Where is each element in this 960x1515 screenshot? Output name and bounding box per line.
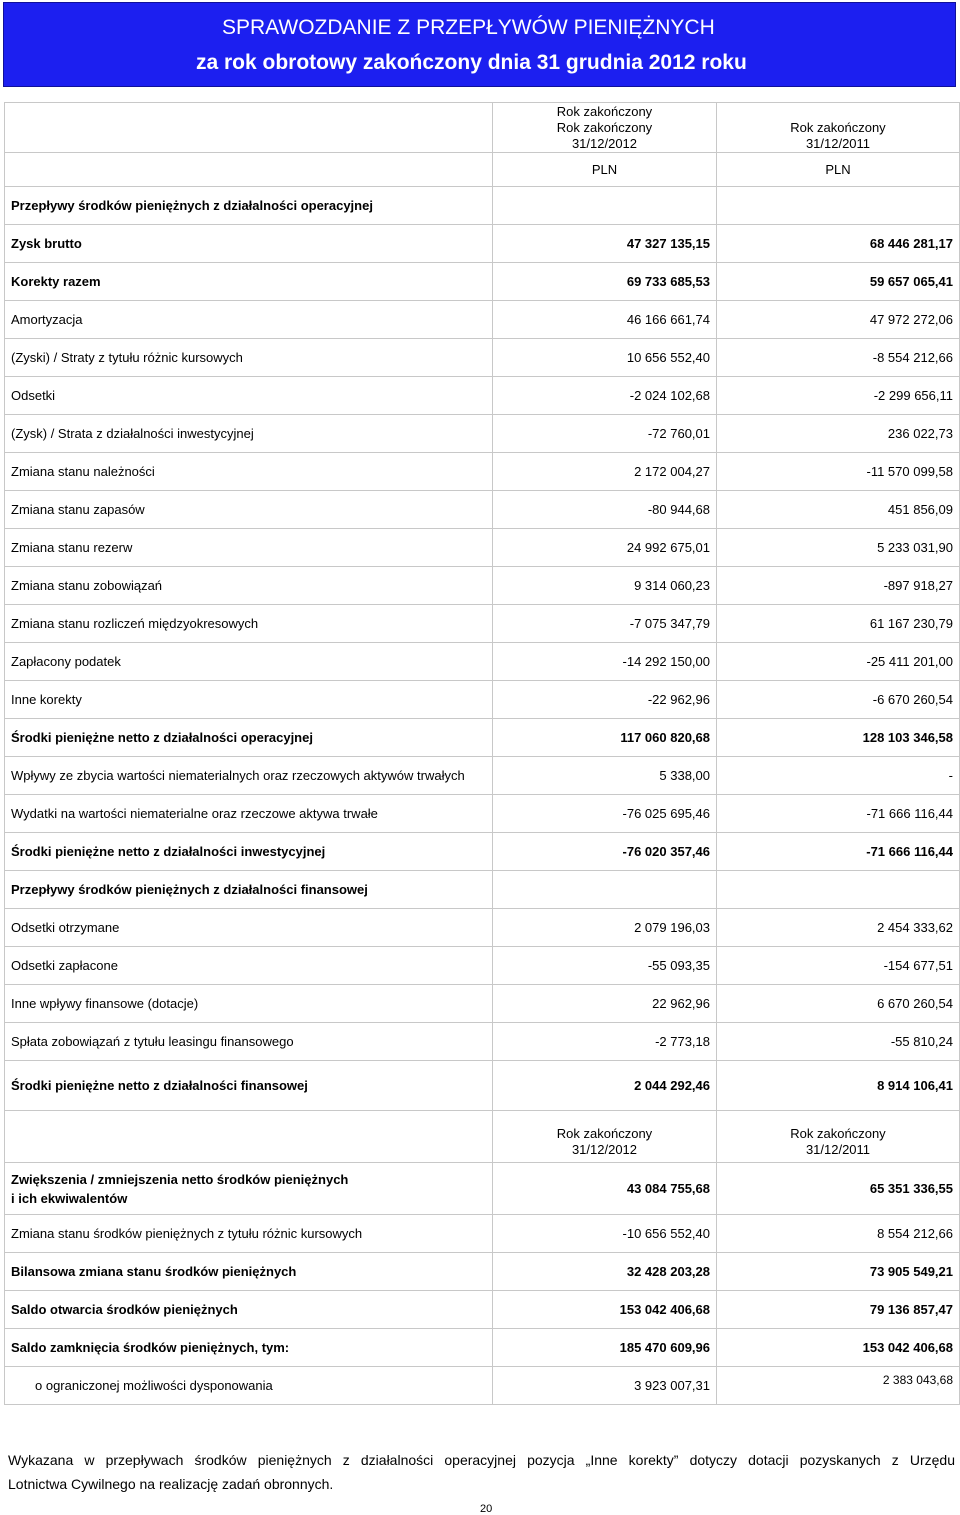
value-2012: 43 084 755,68 <box>493 1163 717 1215</box>
value-2012: 117 060 820,68 <box>493 719 717 757</box>
table-row <box>5 1329 960 1367</box>
value-2011: 451 856,09 <box>717 491 960 529</box>
row-label: Wydatki na wartości niematerialne oraz rzeczowe aktywa trwałe <box>5 795 493 833</box>
value-2012: 47 327 135,15 <box>493 225 717 263</box>
table-row <box>5 567 960 605</box>
row-label: Odsetki <box>5 377 493 415</box>
currency-2011: PLN <box>717 153 960 187</box>
value-2011: -8 554 212,66 <box>717 339 960 377</box>
value-2011: -11 570 099,58 <box>717 453 960 491</box>
table-row <box>5 947 960 985</box>
row-label: Amortyzacja <box>5 301 493 339</box>
table-row <box>5 1023 960 1061</box>
row-label: Odsetki otrzymane <box>5 909 493 947</box>
row-label: Zysk brutto <box>5 225 493 263</box>
title-banner <box>3 2 956 87</box>
table-row <box>5 415 960 453</box>
value-2012: -10 656 552,40 <box>493 1215 717 1253</box>
table-row <box>5 225 960 263</box>
table-row <box>5 1061 960 1111</box>
row-label: Zmiana stanu należności <box>5 453 493 491</box>
value-2011: -71 666 116,44 <box>717 795 960 833</box>
section-operating-label: Przepływy środków pieniężnych z działalności operacyjnej <box>5 187 493 225</box>
row-label: Saldo zamknięcia środków pieniężnych, tym: <box>5 1329 493 1367</box>
row-label: o ograniczonej możliwości dysponowania <box>5 1367 493 1405</box>
row-label: Bilansowa zmiana stanu środków pieniężnych <box>5 1253 493 1291</box>
row-label: (Zyski) / Straty z tytułu różnic kursowych <box>5 339 493 377</box>
table-row <box>5 985 960 1023</box>
value-2011: 2 383 043,68 <box>717 1367 960 1405</box>
value-2012: 46 166 661,74 <box>493 301 717 339</box>
value-2012: -7 075 347,79 <box>493 605 717 643</box>
value-2012: -22 962,96 <box>493 681 717 719</box>
value-2012: -55 093,35 <box>493 947 717 985</box>
value-2011: -897 918,27 <box>717 567 960 605</box>
table-row <box>5 263 960 301</box>
header-col-2012: Rok zakończony Rok zakończony 31/12/2012 <box>493 103 717 153</box>
page-number: 20 <box>480 1503 493 1515</box>
value-2011: 153 042 406,68 <box>717 1329 960 1367</box>
table-row <box>5 1215 960 1253</box>
value-2012: 32 428 203,28 <box>493 1253 717 1291</box>
row-label: Zmiana stanu zapasów <box>5 491 493 529</box>
row-label: Zmiana stanu rezerw <box>5 529 493 567</box>
value-2012: -2 024 102,68 <box>493 377 717 415</box>
row-label: Wpływy ze zbycia wartości niematerialnych oraz rzeczowych aktywów trwałych <box>5 757 493 795</box>
value-2012: 153 042 406,68 <box>493 1291 717 1329</box>
value-2012: -76 025 695,46 <box>493 795 717 833</box>
row-label: (Zysk) / Strata z działalności inwestycyjnej <box>5 415 493 453</box>
value-2012: 5 338,00 <box>493 757 717 795</box>
table-row <box>5 339 960 377</box>
value-2011: -6 670 260,54 <box>717 681 960 719</box>
report-subtitle: za rok obrotowy zakończony dnia 31 grudnia 2012 roku <box>196 51 747 74</box>
value-2012: -76 020 357,46 <box>493 833 717 871</box>
section-financing-row <box>5 871 960 909</box>
footnote-line-2: Lotnictwa Cywilnego na realizację zadań obronnych. <box>8 1476 334 1492</box>
value-2011: -55 810,24 <box>717 1023 960 1061</box>
row-label: Inne wpływy finansowe (dotacje) <box>5 985 493 1023</box>
table-row <box>5 643 960 681</box>
header-col-2011: Rok zakończony 31/12/2011 <box>717 103 960 153</box>
table-row <box>5 377 960 415</box>
table-row <box>5 529 960 567</box>
value-2012: 3 923 007,31 <box>493 1367 717 1405</box>
value-2011: 6 670 260,54 <box>717 985 960 1023</box>
table-row <box>5 491 960 529</box>
row-label: Saldo otwarcia środków pieniężnych <box>5 1291 493 1329</box>
table-row <box>5 719 960 757</box>
table-row <box>5 681 960 719</box>
value-2012: 24 992 675,01 <box>493 529 717 567</box>
row-label: Odsetki zapłacone <box>5 947 493 985</box>
table-row <box>5 301 960 339</box>
footnote-line-1: Wykazana w przepływach środków pieniężnych z działalności operacyjnej pozycja „Inne korekty” dotyczy dotacji pozyskanych z Urzędu <box>8 1452 955 1468</box>
value-2011: 236 022,73 <box>717 415 960 453</box>
row-label: Środki pieniężne netto z działalności finansowej <box>5 1061 493 1111</box>
row-label: Zmiana stanu zobowiązań <box>5 567 493 605</box>
value-2012: 2 172 004,27 <box>493 453 717 491</box>
value-2011: 73 905 549,21 <box>717 1253 960 1291</box>
value-2012: 10 656 552,40 <box>493 339 717 377</box>
table-row <box>5 795 960 833</box>
summary-header-row <box>5 1111 960 1163</box>
row-label: Zmiana stanu rozliczeń międzyokresowych <box>5 605 493 643</box>
cash-flow-table <box>4 102 960 1405</box>
row-label: Korekty razem <box>5 263 493 301</box>
row-label: Środki pieniężne netto z działalności operacyjnej <box>5 719 493 757</box>
row-label: Środki pieniężne netto z działalności inwestycyjnej <box>5 833 493 871</box>
row-label: Inne korekty <box>5 681 493 719</box>
value-2012: -14 292 150,00 <box>493 643 717 681</box>
footnote <box>8 1448 955 1496</box>
value-2011: 68 446 281,17 <box>717 225 960 263</box>
table-row <box>5 1163 960 1215</box>
value-2011: -2 299 656,11 <box>717 377 960 415</box>
value-2011: -71 666 116,44 <box>717 833 960 871</box>
value-2011: 47 972 272,06 <box>717 301 960 339</box>
table-row <box>5 453 960 491</box>
row-label: Zwiększenia / zmniejszenia netto środków pieniężnych i ich ekwiwalentów <box>5 1163 493 1215</box>
row-label: Zapłacony podatek <box>5 643 493 681</box>
value-2011: - <box>717 757 960 795</box>
value-2012: 2 044 292,46 <box>493 1061 717 1111</box>
value-2012: 69 733 685,53 <box>493 263 717 301</box>
currency-row <box>5 153 960 187</box>
report-title: SPRAWOZDANIE Z PRZEPŁYWÓW PIENIĘŻNYCH <box>222 16 715 39</box>
value-2011: 2 454 333,62 <box>717 909 960 947</box>
value-2011: 65 351 336,55 <box>717 1163 960 1215</box>
currency-2012: PLN <box>493 153 717 187</box>
value-2012: -72 760,01 <box>493 415 717 453</box>
table-row <box>5 1253 960 1291</box>
section-operating-row <box>5 187 960 225</box>
value-2011: -25 411 201,00 <box>717 643 960 681</box>
value-2012: 9 314 060,23 <box>493 567 717 605</box>
value-2011: 5 233 031,90 <box>717 529 960 567</box>
row-label: Spłata zobowiązań z tytułu leasingu finansowego <box>5 1023 493 1061</box>
table-row <box>5 1367 960 1405</box>
value-2011: 128 103 346,58 <box>717 719 960 757</box>
value-2011: 8 554 212,66 <box>717 1215 960 1253</box>
table-row <box>5 909 960 947</box>
value-2011: 59 657 065,41 <box>717 263 960 301</box>
value-2012: -80 944,68 <box>493 491 717 529</box>
value-2012: -2 773,18 <box>493 1023 717 1061</box>
table-row <box>5 605 960 643</box>
row-label: Zmiana stanu środków pieniężnych z tytułu różnic kursowych <box>5 1215 493 1253</box>
table-row <box>5 833 960 871</box>
value-2011: 79 136 857,47 <box>717 1291 960 1329</box>
value-2012: 22 962,96 <box>493 985 717 1023</box>
table-row <box>5 1291 960 1329</box>
summary-header-2011: Rok zakończony 31/12/2011 <box>717 1111 960 1163</box>
value-2011: 61 167 230,79 <box>717 605 960 643</box>
value-2011: -154 677,51 <box>717 947 960 985</box>
summary-header-2012: Rok zakończony 31/12/2012 <box>493 1111 717 1163</box>
value-2012: 2 079 196,03 <box>493 909 717 947</box>
header-row <box>5 103 960 153</box>
section-financing-label: Przepływy środków pieniężnych z działalności finansowej <box>5 871 493 909</box>
value-2012: 185 470 609,96 <box>493 1329 717 1367</box>
value-2011: 8 914 106,41 <box>717 1061 960 1111</box>
table-row <box>5 757 960 795</box>
